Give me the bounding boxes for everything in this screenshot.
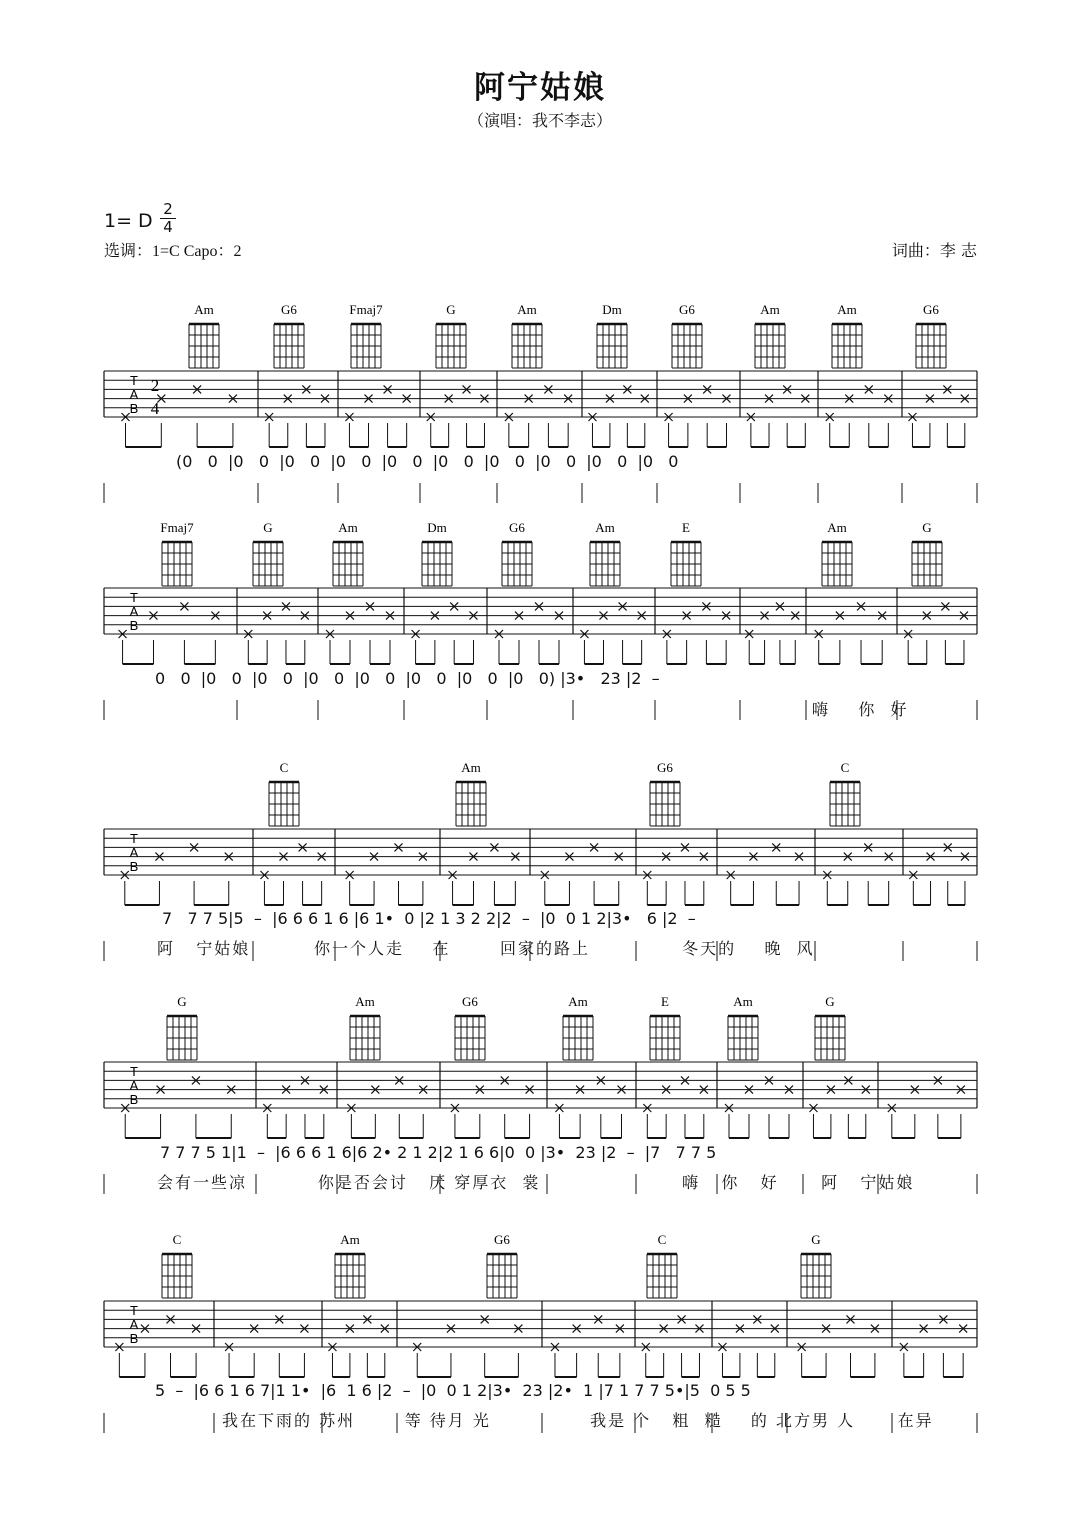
numbered-notation-5: 5 – |6 6 1 6 7|1 1• |6 1 6 |2 – |0 0 1 2|3• 23 |2• 1 |7 1 7 7 5•|5 0 5 5: [155, 1381, 751, 1400]
tab-clef-letter: B: [129, 401, 139, 416]
tab-clef-letter: T: [130, 831, 138, 846]
chord-name: Am: [837, 302, 857, 317]
chord-name: G6: [462, 994, 478, 1009]
tab-clef-letter: B: [129, 859, 139, 874]
chord-name: Am: [517, 302, 537, 317]
chord-name: Dm: [427, 520, 447, 535]
chord-name: C: [172, 1232, 182, 1247]
tab-clef-letter: B: [129, 618, 139, 633]
lyrics-line-2: 嗨 你 好: [812, 700, 909, 719]
tab-clef-letter: A: [129, 387, 139, 402]
tab-clef-letter: B: [129, 1331, 139, 1346]
tab-time-top: 2: [150, 376, 160, 395]
chord-name: E: [661, 994, 669, 1009]
chord-name: Am: [760, 302, 780, 317]
time-signature-top: 2: [163, 200, 173, 218]
chord-name: G: [177, 994, 187, 1009]
chord-name: E: [682, 520, 690, 535]
tab-clef-letter: T: [130, 373, 138, 388]
tab-clef-letter: A: [129, 604, 139, 619]
tab-clef-letter: A: [129, 1317, 139, 1332]
tab-clef-letter: A: [129, 845, 139, 860]
tab-clef-letter: A: [129, 1078, 139, 1093]
chord-name: Am: [733, 994, 753, 1009]
chord-name: G: [446, 302, 456, 317]
tuning-info: 选调：1=C Capo：2: [104, 243, 242, 260]
numbered-notation-1: (0 0 |0 0 |0 0 |0 0 |0 0 |0 0 |0 0 |0 0 |0 0 |0 0: [176, 452, 679, 471]
chord-name: G6: [494, 1232, 510, 1247]
chord-name: Am: [827, 520, 847, 535]
chord-name: Am: [355, 994, 375, 1009]
numbered-notation-2: 0 0 |0 0 |0 0 |0 0 |0 0 |0 0 |0 0 |0 0) |3• 23 |2 –: [155, 669, 660, 688]
chord-name: G: [811, 1232, 821, 1247]
chord-name: Fmaj7: [160, 520, 194, 535]
chord-name: G6: [509, 520, 525, 535]
chord-name: Am: [461, 760, 481, 775]
chord-name: Fmaj7: [349, 302, 383, 317]
time-signature-bottom: 4: [163, 218, 173, 236]
chord-name: Dm: [602, 302, 622, 317]
chord-name: Am: [568, 994, 588, 1009]
chord-name: C: [840, 760, 850, 775]
tab-clef-letter: T: [130, 590, 138, 605]
chord-name: Am: [340, 1232, 360, 1247]
chord-name: Am: [338, 520, 358, 535]
chord-name: Am: [595, 520, 615, 535]
chord-name: G: [922, 520, 932, 535]
chord-name: G: [825, 994, 835, 1009]
lyrics-line-5: 我在下雨的 苏州 等 待月 光 我是 个 粗 糙 的 北方男 人 在异: [222, 1411, 934, 1430]
tab-clef-letter: T: [130, 1303, 138, 1318]
lyrics-music-credit: 词曲：李 志: [891, 241, 977, 260]
chord-name: C: [279, 760, 289, 775]
tab-clef-letter: T: [130, 1064, 138, 1079]
chord-name: C: [657, 1232, 667, 1247]
chord-name: Am: [194, 302, 214, 317]
chord-name: G6: [679, 302, 695, 317]
numbered-notation-4: 7 7 7 5 1|1 – |6 6 6 1 6|6 2• 2 1 2|2 1 6 6|0 0 |3• 23 |2 – |7 7 7 5: [160, 1143, 717, 1162]
chord-name: G: [263, 520, 273, 535]
lyrics-line-4: 会有一些凉 你是否会讨 厌 穿厚衣 裳 嗨 你 好 阿 宁姑娘: [157, 1173, 915, 1192]
key-signature: 1= D: [104, 210, 153, 232]
tab-time-bottom: 4: [150, 399, 160, 418]
singer-credit: （演唱：我不李志）: [467, 111, 612, 130]
chord-name: G6: [657, 760, 673, 775]
chord-name: G6: [923, 302, 939, 317]
numbered-notation-3: 7 7 7 5|5 – |6 6 6 1 6 |6 1• 0 |2 1 3 2 2|2 – |0 0 1 2|3• 6 |2 –: [162, 909, 696, 928]
tab-clef-letter: B: [129, 1092, 139, 1107]
lyrics-line-3: 阿 宁姑娘 你一个人走 在 回家的路上 冬天的 晚 风: [157, 939, 815, 958]
song-title: 阿宁姑娘: [474, 70, 606, 106]
chord-name: G6: [281, 302, 297, 317]
